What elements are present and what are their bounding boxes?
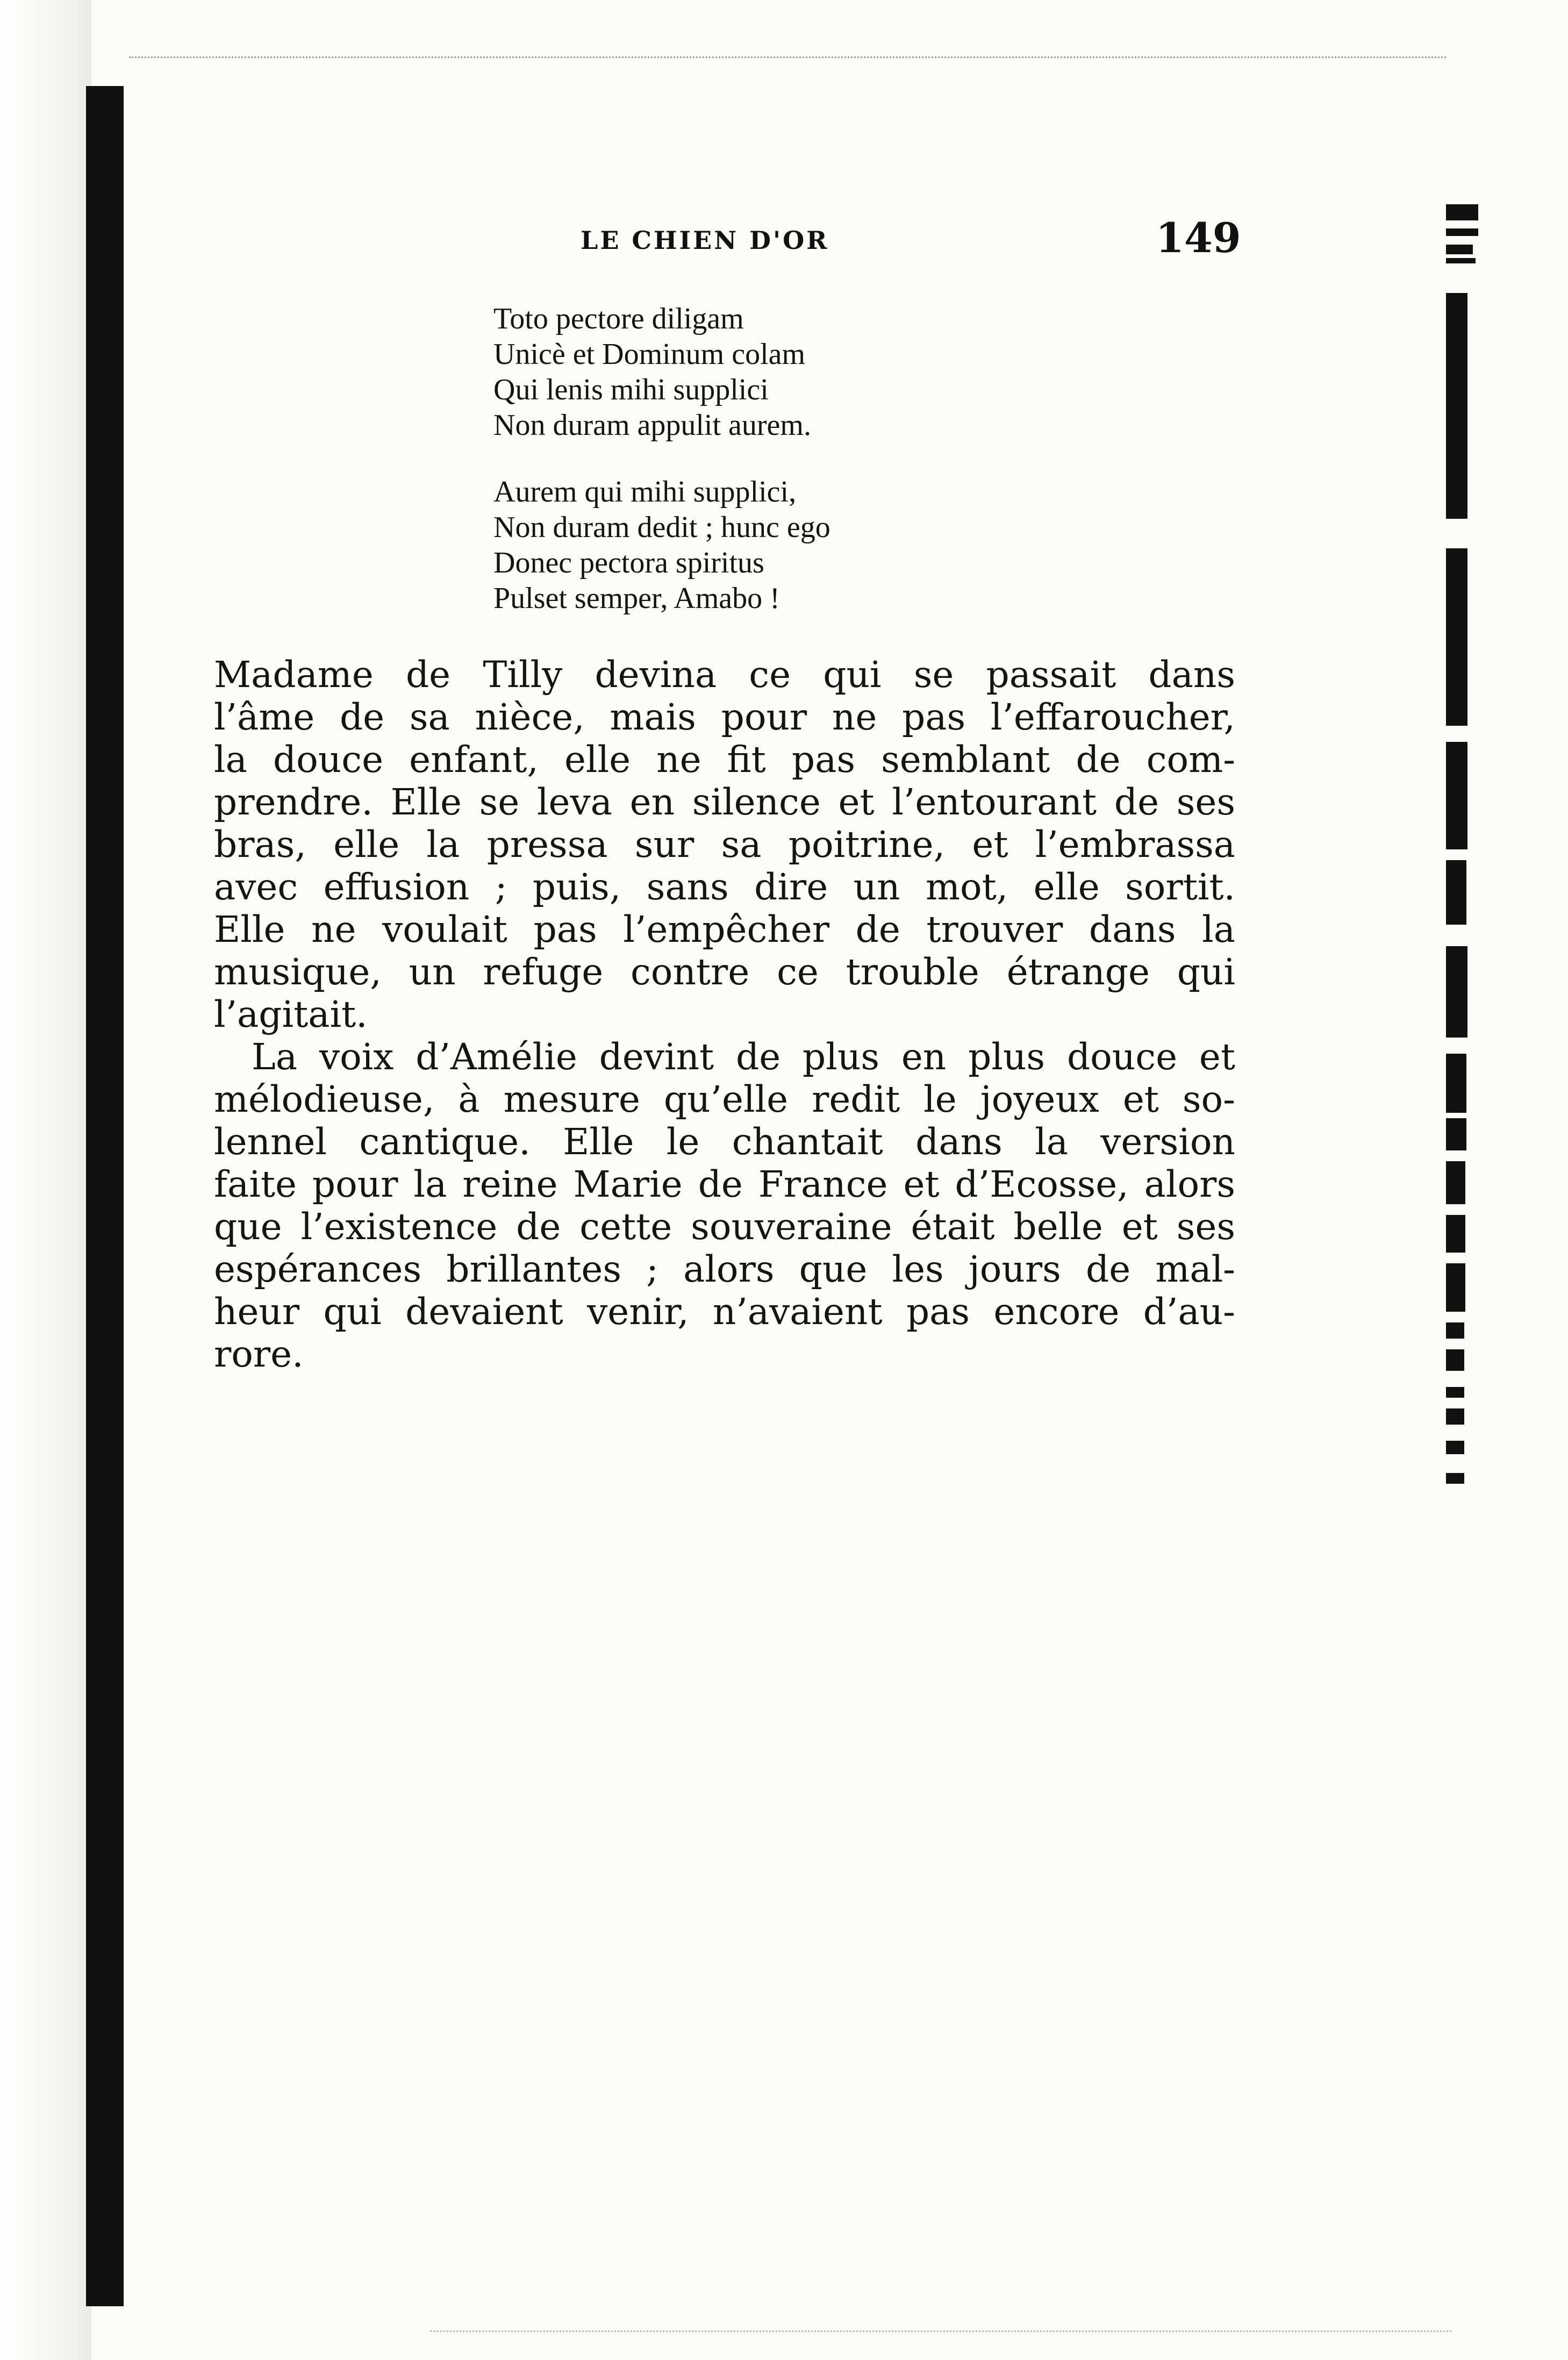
paragraph bbox=[214, 1035, 1235, 1375]
body-text bbox=[214, 653, 1235, 1375]
text-line: rore. bbox=[214, 1333, 304, 1375]
edge-stripe bbox=[1446, 1387, 1464, 1398]
text-line: heur qui devaient venir, n’avaient pas encore d’au- bbox=[214, 1290, 1235, 1333]
poem-stanza bbox=[493, 301, 1139, 443]
edge-stripe bbox=[1446, 946, 1467, 1038]
edge-stripe bbox=[1446, 1349, 1464, 1371]
poem-stanza bbox=[493, 474, 1139, 616]
poem-line: Donec pectora spiritus bbox=[493, 546, 764, 580]
running-head: LE CHIEN D'OR bbox=[581, 226, 829, 255]
text-line: musique, un refuge contre ce trouble étrange qui bbox=[214, 950, 1235, 993]
poem-line: Qui lenis mihi supplici bbox=[493, 373, 769, 406]
edge-stripe bbox=[1446, 293, 1467, 519]
edge-stripe bbox=[1446, 1263, 1465, 1312]
edge-stripe bbox=[1446, 1118, 1466, 1150]
edge-stripe bbox=[1446, 1441, 1464, 1454]
edge-stripe bbox=[1446, 228, 1478, 236]
edge-stripe bbox=[1446, 1473, 1464, 1484]
poem-line: Toto pectore diligam bbox=[493, 302, 744, 335]
poem-line: Unicè et Dominum colam bbox=[493, 338, 806, 371]
edge-stripe bbox=[1446, 1215, 1465, 1253]
poem-line: Aurem qui mihi supplici, bbox=[493, 475, 797, 509]
binding-strip bbox=[86, 86, 124, 2306]
page-edge-stripes bbox=[1446, 204, 1484, 1527]
text-line: Madame de Tilly devina ce qui se passait dans bbox=[214, 653, 1235, 696]
latin-poem bbox=[493, 301, 1139, 647]
text-line: lennel cantique. Elle le chantait dans la version bbox=[214, 1120, 1235, 1163]
edge-stripe bbox=[1446, 860, 1466, 925]
text-line: bras, elle la pressa sur sa poitrine, et l’embrassa bbox=[214, 823, 1235, 866]
paragraph bbox=[214, 653, 1235, 1035]
edge-stripe bbox=[1446, 204, 1478, 220]
edge-stripe bbox=[1446, 742, 1467, 849]
bottom-edge-specks bbox=[430, 2330, 1451, 2335]
edge-stripe bbox=[1446, 548, 1467, 726]
edge-stripe bbox=[1446, 1054, 1466, 1113]
edge-stripe bbox=[1446, 1161, 1465, 1204]
binding-shadow bbox=[0, 0, 91, 2360]
text-line: espérances brillantes ; alors que les jours de mal- bbox=[214, 1248, 1235, 1290]
poem-line: Pulset semper, Amabo ! bbox=[493, 582, 780, 615]
text-line: avec effusion ; puis, sans dire un mot, elle sortit. bbox=[214, 866, 1235, 908]
text-line: l’âme de sa nièce, mais pour ne pas l’effaroucher, bbox=[214, 696, 1235, 738]
page-number: 149 bbox=[1156, 214, 1241, 262]
top-edge-specks bbox=[129, 56, 1446, 63]
edge-stripe bbox=[1446, 245, 1473, 254]
edge-stripe bbox=[1446, 1322, 1464, 1339]
poem-line: Non duram appulit aurem. bbox=[493, 409, 811, 442]
text-line: mélodieuse, à mesure qu’elle redit le joyeux et so- bbox=[214, 1078, 1235, 1120]
text-line: La voix d’Amélie devint de plus en plus douce et bbox=[252, 1035, 1235, 1078]
text-line: que l’existence de cette souveraine était belle et ses bbox=[214, 1205, 1235, 1248]
edge-stripe bbox=[1446, 258, 1476, 263]
text-line: l’agitait. bbox=[214, 993, 368, 1035]
text-line: faite pour la reine Marie de France et d’Ecosse, alors bbox=[214, 1163, 1235, 1205]
edge-stripe bbox=[1446, 1408, 1464, 1425]
text-line: Elle ne voulait pas l’empêcher de trouver dans la bbox=[214, 908, 1235, 950]
text-line: prendre. Elle se leva en silence et l’entourant de ses bbox=[214, 781, 1235, 823]
text-line: la douce enfant, elle ne fit pas semblant de com- bbox=[214, 738, 1235, 781]
poem-line: Non duram dedit ; hunc ego bbox=[493, 511, 830, 544]
